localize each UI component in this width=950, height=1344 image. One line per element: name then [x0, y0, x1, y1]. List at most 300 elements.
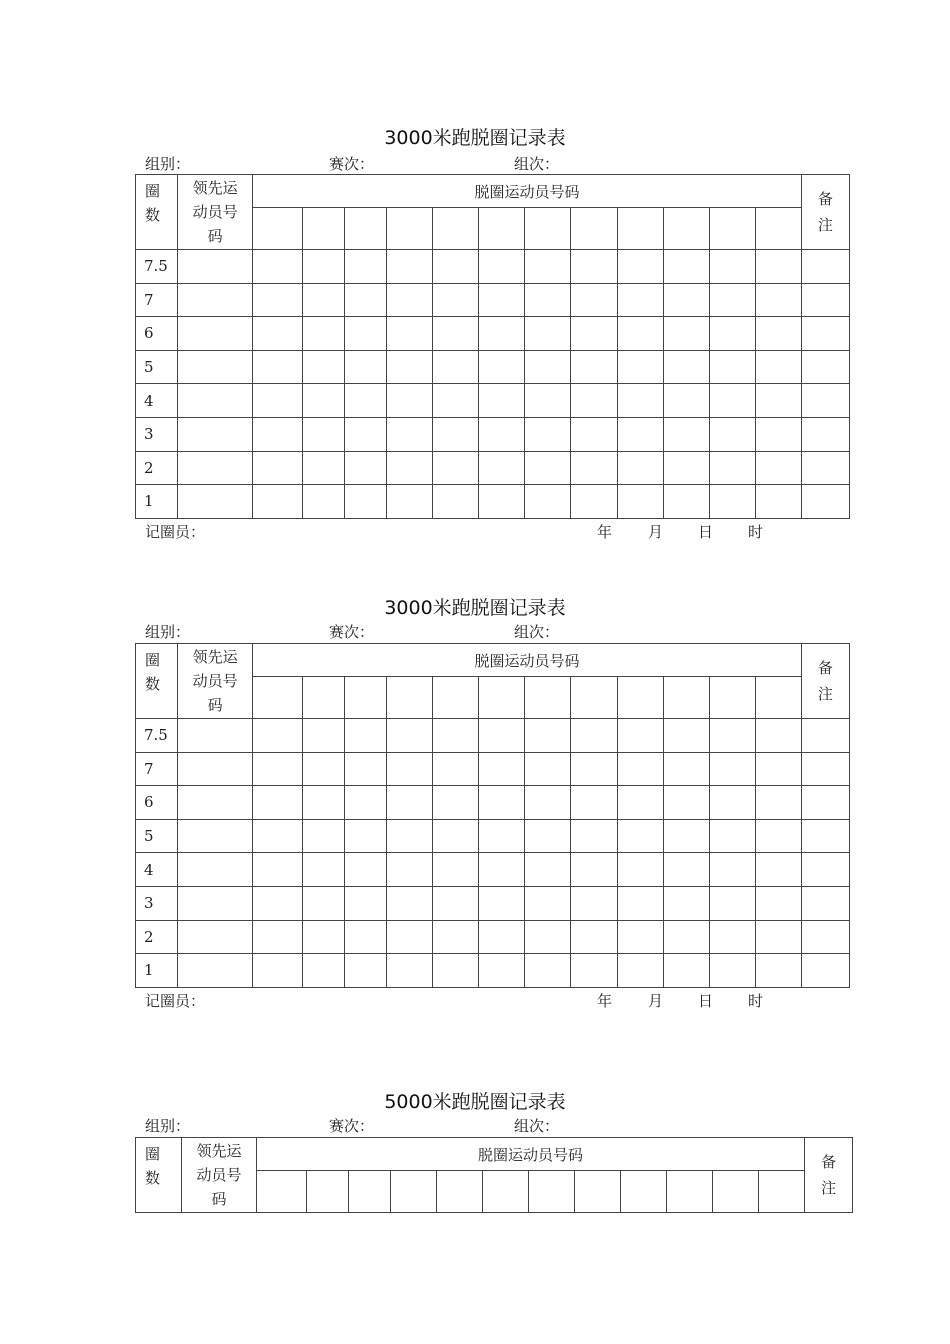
lapped-number-cell[interactable]	[479, 786, 525, 820]
lapped-number-cell[interactable]	[663, 417, 709, 451]
lapped-number-cell[interactable]	[387, 208, 433, 250]
lapped-number-cell[interactable]	[663, 819, 709, 853]
lapped-number-cell[interactable]	[387, 283, 433, 317]
lapped-number-cell[interactable]	[303, 485, 345, 519]
lapped-number-cell[interactable]	[307, 1171, 349, 1213]
leader-number-cell[interactable]	[178, 451, 253, 485]
lapped-number-cell[interactable]	[479, 677, 525, 719]
lapped-number-cell[interactable]	[571, 786, 617, 820]
lapped-number-cell[interactable]	[253, 954, 303, 988]
lapped-number-cell[interactable]	[621, 1171, 667, 1213]
header-row	[136, 644, 850, 677]
lapped-number-cell[interactable]	[345, 384, 387, 418]
lapped-number-cell[interactable]	[345, 451, 387, 485]
lapped-number-cell[interactable]	[617, 920, 663, 954]
date-label: 年	[597, 523, 613, 541]
lapped-number-cell[interactable]	[617, 677, 663, 719]
lapped-number-cell[interactable]	[253, 451, 303, 485]
leader-number-cell[interactable]	[178, 317, 253, 351]
note-cell[interactable]	[801, 819, 849, 853]
lapped-number-cell[interactable]	[345, 719, 387, 753]
lapped-number-cell[interactable]	[755, 417, 801, 451]
lapped-number-cell[interactable]	[663, 752, 709, 786]
lap-header	[136, 644, 178, 719]
lapped-number-cell[interactable]	[525, 350, 571, 384]
lapped-number-cell[interactable]	[433, 417, 479, 451]
lapped-number-cell[interactable]	[755, 819, 801, 853]
lapped-number-cell[interactable]	[709, 283, 755, 317]
lapped-number-cell[interactable]	[525, 886, 571, 920]
note-header-text: 注	[817, 216, 833, 234]
lapped-number-cell[interactable]	[709, 886, 755, 920]
lapped-number-cell[interactable]	[755, 853, 801, 887]
lapped-number-cell[interactable]	[303, 853, 345, 887]
lapped-number-cell[interactable]	[571, 350, 617, 384]
lapped-number-cell[interactable]	[755, 786, 801, 820]
lapped-number-cell[interactable]	[571, 853, 617, 887]
lapped-number-cell[interactable]	[663, 954, 709, 988]
leader-header-text: 领先运	[192, 648, 238, 666]
lapped-athletes-header: 脱圈运动员号码	[253, 175, 802, 208]
lapped-number-cell[interactable]	[709, 920, 755, 954]
lapped-number-cell[interactable]	[479, 208, 525, 250]
note-cell[interactable]	[801, 485, 849, 519]
lapped-number-cell[interactable]	[709, 786, 755, 820]
lapped-number-cell[interactable]	[483, 1171, 529, 1213]
table-row	[136, 485, 850, 519]
lapped-number-cell[interactable]	[709, 752, 755, 786]
lapped-number-cell[interactable]	[617, 250, 663, 284]
lapped-number-cell[interactable]	[253, 920, 303, 954]
lapped-number-cell[interactable]	[755, 250, 801, 284]
lapped-number-cell[interactable]	[303, 886, 345, 920]
note-cell[interactable]	[801, 250, 849, 284]
lapped-number-cell[interactable]	[617, 853, 663, 887]
lapped-number-cell[interactable]	[663, 317, 709, 351]
lapped-number-cell[interactable]	[479, 920, 525, 954]
lapped-number-cell[interactable]	[571, 719, 617, 753]
lapped-number-cell[interactable]	[663, 786, 709, 820]
lapped-number-cell[interactable]	[571, 752, 617, 786]
lapped-number-cell[interactable]	[663, 250, 709, 284]
lapped-number-cell[interactable]	[387, 317, 433, 351]
note-header-text: 注	[817, 685, 833, 703]
group-label: 组别：	[145, 1117, 191, 1135]
date-label: 月	[648, 992, 664, 1010]
lapped-number-cell[interactable]	[663, 451, 709, 485]
note-cell[interactable]	[801, 451, 849, 485]
lapped-number-cell[interactable]	[303, 417, 345, 451]
lapped-number-cell[interactable]	[345, 954, 387, 988]
lapped-number-cell[interactable]	[571, 920, 617, 954]
lapped-number-cell[interactable]	[303, 752, 345, 786]
lapped-number-cell[interactable]	[617, 317, 663, 351]
lapped-number-cell[interactable]	[571, 677, 617, 719]
lapped-number-cell[interactable]	[755, 317, 801, 351]
lapped-number-cell[interactable]	[303, 719, 345, 753]
lapped-number-cell[interactable]	[303, 283, 345, 317]
lapped-number-cell[interactable]	[571, 317, 617, 351]
lapped-number-cell[interactable]	[709, 719, 755, 753]
lapped-number-cell[interactable]	[525, 208, 571, 250]
lapped-number-cell[interactable]	[709, 417, 755, 451]
lapped-number-cell[interactable]	[525, 920, 571, 954]
lapped-number-cell[interactable]	[709, 853, 755, 887]
lapped-number-cell[interactable]	[433, 485, 479, 519]
lapped-number-cell[interactable]	[709, 819, 755, 853]
lapped-number-cell[interactable]	[433, 317, 479, 351]
lapped-number-cell[interactable]	[433, 819, 479, 853]
lapped-number-cell[interactable]	[433, 350, 479, 384]
lapped-number-cell[interactable]	[345, 250, 387, 284]
lapped-number-cell[interactable]	[345, 853, 387, 887]
leader-number-header	[182, 1138, 257, 1213]
lapped-number-cell[interactable]	[253, 208, 303, 250]
lapped-number-cell[interactable]	[345, 819, 387, 853]
lapped-number-cell[interactable]	[433, 886, 479, 920]
lapped-number-cell[interactable]	[525, 954, 571, 988]
lapped-number-cell[interactable]	[525, 853, 571, 887]
lapped-number-cell[interactable]	[525, 283, 571, 317]
lapped-number-cell[interactable]	[663, 886, 709, 920]
lapped-number-cell[interactable]	[663, 350, 709, 384]
lapped-number-cell[interactable]	[663, 384, 709, 418]
lap-record-table	[135, 1137, 853, 1213]
lap-number-cell: 6	[136, 317, 178, 351]
lapped-number-cell[interactable]	[345, 350, 387, 384]
lapped-number-cell[interactable]	[303, 208, 345, 250]
lapped-number-cell[interactable]	[349, 1171, 391, 1213]
lapped-number-cell[interactable]	[571, 819, 617, 853]
note-cell[interactable]	[801, 886, 849, 920]
lapped-number-cell[interactable]	[667, 1171, 713, 1213]
lapped-number-cell[interactable]	[433, 853, 479, 887]
lapped-number-cell[interactable]	[709, 208, 755, 250]
lapped-number-cell[interactable]	[303, 819, 345, 853]
lapped-number-cell[interactable]	[525, 317, 571, 351]
lapped-number-cell[interactable]	[479, 384, 525, 418]
lapped-number-cell[interactable]	[437, 1171, 483, 1213]
lapped-number-cell[interactable]	[345, 417, 387, 451]
lapped-number-cell[interactable]	[755, 384, 801, 418]
note-cell[interactable]	[801, 417, 849, 451]
lapped-number-cell[interactable]	[253, 417, 303, 451]
lapped-number-cell[interactable]	[387, 384, 433, 418]
note-cell[interactable]	[801, 384, 849, 418]
lapped-number-cell[interactable]	[571, 954, 617, 988]
lapped-number-cell[interactable]	[387, 350, 433, 384]
leader-header-text: 动员号	[192, 672, 238, 690]
lapped-number-cell[interactable]	[759, 1171, 805, 1213]
lapped-number-cell[interactable]	[253, 677, 303, 719]
lapped-number-cell[interactable]	[529, 1171, 575, 1213]
lapped-number-cell[interactable]	[433, 752, 479, 786]
lapped-number-cell[interactable]	[433, 250, 479, 284]
lapped-number-cell[interactable]	[253, 283, 303, 317]
lapped-number-cell[interactable]	[525, 752, 571, 786]
lapped-number-cell[interactable]	[617, 786, 663, 820]
lap-header-text: 数	[145, 1169, 161, 1187]
leader-number-header	[178, 644, 253, 719]
lapped-number-cell[interactable]	[253, 485, 303, 519]
lapped-number-cell[interactable]	[345, 283, 387, 317]
lapped-number-cell[interactable]	[617, 283, 663, 317]
lapped-number-cell[interactable]	[709, 451, 755, 485]
leader-number-cell[interactable]	[178, 853, 253, 887]
lapped-number-cell[interactable]	[575, 1171, 621, 1213]
note-cell[interactable]	[801, 954, 849, 988]
lapped-number-cell[interactable]	[387, 786, 433, 820]
lapped-number-cell[interactable]	[617, 886, 663, 920]
lapped-number-cell[interactable]	[345, 920, 387, 954]
leader-number-cell[interactable]	[178, 819, 253, 853]
lapped-number-cell[interactable]	[303, 920, 345, 954]
lapped-number-cell[interactable]	[663, 677, 709, 719]
lapped-number-cell[interactable]	[755, 350, 801, 384]
lapped-number-cell[interactable]	[571, 384, 617, 418]
lapped-number-cell[interactable]	[433, 954, 479, 988]
lapped-number-cell[interactable]	[755, 283, 801, 317]
note-header-text: 备	[821, 1153, 837, 1171]
lapped-number-cell[interactable]	[525, 819, 571, 853]
lapped-number-cell[interactable]	[387, 485, 433, 519]
lapped-number-cell[interactable]	[387, 677, 433, 719]
lapped-number-cell[interactable]	[617, 819, 663, 853]
lapped-number-cell[interactable]	[253, 752, 303, 786]
lapped-number-cell[interactable]	[709, 384, 755, 418]
lapped-number-cell[interactable]	[709, 485, 755, 519]
lapped-number-cell[interactable]	[303, 786, 345, 820]
lapped-number-cell[interactable]	[709, 677, 755, 719]
lapped-number-cell[interactable]	[525, 417, 571, 451]
lapped-number-cell[interactable]	[257, 1171, 307, 1213]
lapped-number-cell[interactable]	[479, 886, 525, 920]
lapped-number-cell[interactable]	[617, 719, 663, 753]
leader-number-cell[interactable]	[178, 350, 253, 384]
group-label: 组别：	[145, 623, 191, 641]
lapped-number-cell[interactable]	[755, 920, 801, 954]
lapped-number-cell[interactable]	[617, 752, 663, 786]
lapped-number-cell[interactable]	[387, 250, 433, 284]
lapped-number-cell[interactable]	[253, 250, 303, 284]
lap-number-cell: 1	[136, 485, 178, 519]
lapped-number-cell[interactable]	[303, 451, 345, 485]
lapped-number-cell[interactable]	[755, 451, 801, 485]
lapped-number-cell[interactable]	[253, 384, 303, 418]
note-header	[801, 175, 849, 250]
note-cell[interactable]	[801, 920, 849, 954]
lapped-number-cell[interactable]	[755, 886, 801, 920]
lapped-number-cell[interactable]	[479, 719, 525, 753]
lapped-number-cell[interactable]	[345, 752, 387, 786]
leader-number-cell[interactable]	[178, 719, 253, 753]
lapped-number-cell[interactable]	[709, 954, 755, 988]
lapped-number-cell[interactable]	[253, 819, 303, 853]
table-row	[136, 317, 850, 351]
table-row	[136, 786, 850, 820]
lapped-number-cell[interactable]	[387, 417, 433, 451]
leader-number-cell[interactable]	[178, 417, 253, 451]
lapped-number-cell[interactable]	[755, 677, 801, 719]
lapped-number-cell[interactable]	[345, 677, 387, 719]
race-label: 赛次：	[329, 623, 375, 641]
leader-header-text: 动员号	[196, 1166, 242, 1184]
lapped-number-cell[interactable]	[525, 719, 571, 753]
note-cell[interactable]	[801, 283, 849, 317]
lapped-number-cell[interactable]	[617, 451, 663, 485]
lapped-number-cell[interactable]	[387, 886, 433, 920]
lapped-number-cell[interactable]	[303, 384, 345, 418]
header-row	[136, 175, 850, 208]
lapped-number-cell[interactable]	[253, 719, 303, 753]
leader-number-cell[interactable]	[178, 786, 253, 820]
lapped-number-cell[interactable]	[479, 283, 525, 317]
lapped-number-cell[interactable]	[571, 208, 617, 250]
lapped-number-cell[interactable]	[387, 954, 433, 988]
lapped-number-cell[interactable]	[345, 886, 387, 920]
lapped-number-cell[interactable]	[663, 485, 709, 519]
lapped-number-cell[interactable]	[755, 719, 801, 753]
lapped-number-cell[interactable]	[387, 752, 433, 786]
lap-number-cell: 6	[136, 786, 178, 820]
lapped-number-cell[interactable]	[755, 208, 801, 250]
lapped-number-cell[interactable]	[433, 677, 479, 719]
lapped-number-cell[interactable]	[571, 283, 617, 317]
lapped-number-cell[interactable]	[525, 786, 571, 820]
lap-record-table	[135, 643, 850, 988]
lapped-number-cell[interactable]	[303, 350, 345, 384]
lapped-number-cell[interactable]	[479, 853, 525, 887]
leader-number-cell[interactable]	[178, 283, 253, 317]
lapped-number-cell[interactable]	[617, 384, 663, 418]
leader-number-cell[interactable]	[178, 886, 253, 920]
group-label: 组别：	[145, 155, 191, 173]
lapped-number-cell[interactable]	[663, 283, 709, 317]
lapped-number-cell[interactable]	[479, 485, 525, 519]
lapped-number-cell[interactable]	[617, 954, 663, 988]
lapped-number-cell[interactable]	[617, 417, 663, 451]
lapped-number-cell[interactable]	[525, 384, 571, 418]
lap-number-cell: 3	[136, 886, 178, 920]
lapped-number-cell[interactable]	[617, 208, 663, 250]
leader-header-text: 码	[211, 1190, 227, 1208]
note-cell[interactable]	[801, 752, 849, 786]
lapped-number-cell[interactable]	[663, 719, 709, 753]
lap-header-text: 圈	[145, 182, 161, 200]
lapped-number-cell[interactable]	[571, 485, 617, 519]
date-label: 日	[698, 523, 714, 541]
lapped-number-cell[interactable]	[387, 853, 433, 887]
lapped-number-cell[interactable]	[253, 853, 303, 887]
lapped-number-cell[interactable]	[387, 719, 433, 753]
leader-number-cell[interactable]	[178, 954, 253, 988]
sheet-title: 3000米跑脱圈记录表	[384, 127, 566, 149]
note-cell[interactable]	[801, 853, 849, 887]
lapped-number-cell[interactable]	[525, 677, 571, 719]
lapped-number-cell[interactable]	[345, 317, 387, 351]
date-label: 日	[698, 992, 714, 1010]
lapped-number-cell[interactable]	[525, 485, 571, 519]
lapped-number-cell[interactable]	[433, 208, 479, 250]
leader-number-cell[interactable]	[178, 920, 253, 954]
lapped-number-cell[interactable]	[433, 719, 479, 753]
lapped-number-cell[interactable]	[479, 317, 525, 351]
leader-number-cell[interactable]	[178, 485, 253, 519]
lapped-number-cell[interactable]	[709, 250, 755, 284]
lapped-number-cell[interactable]	[253, 317, 303, 351]
lapped-number-cell[interactable]	[433, 920, 479, 954]
lapped-number-cell[interactable]	[755, 485, 801, 519]
lap-number-cell: 1	[136, 954, 178, 988]
lapped-number-cell[interactable]	[253, 350, 303, 384]
lapped-number-cell[interactable]	[433, 451, 479, 485]
lapped-number-cell[interactable]	[755, 752, 801, 786]
lapped-number-cell[interactable]	[253, 886, 303, 920]
lapped-number-cell[interactable]	[525, 451, 571, 485]
lapped-number-cell[interactable]	[571, 250, 617, 284]
lapped-number-cell[interactable]	[479, 752, 525, 786]
lapped-number-cell[interactable]	[663, 853, 709, 887]
table-row	[136, 417, 850, 451]
lapped-number-cell[interactable]	[525, 250, 571, 284]
lapped-number-cell[interactable]	[709, 350, 755, 384]
lapped-number-cell[interactable]	[345, 485, 387, 519]
leader-number-cell[interactable]	[178, 250, 253, 284]
lapped-number-cell[interactable]	[709, 317, 755, 351]
lapped-number-cell[interactable]	[617, 350, 663, 384]
lapped-number-cell[interactable]	[663, 208, 709, 250]
lapped-number-cell[interactable]	[387, 819, 433, 853]
leader-number-cell[interactable]	[178, 752, 253, 786]
lapped-number-cell[interactable]	[303, 677, 345, 719]
lapped-number-cell[interactable]	[391, 1171, 437, 1213]
lapped-number-cell[interactable]	[433, 786, 479, 820]
lapped-number-cell[interactable]	[713, 1171, 759, 1213]
note-cell[interactable]	[801, 350, 849, 384]
lap-record-table	[135, 174, 850, 519]
lapped-number-cell[interactable]	[571, 886, 617, 920]
leader-number-cell[interactable]	[178, 384, 253, 418]
lapped-number-cell[interactable]	[387, 920, 433, 954]
lap-number-cell: 2	[136, 920, 178, 954]
lapped-number-cell[interactable]	[571, 417, 617, 451]
lapped-number-cell[interactable]	[755, 954, 801, 988]
lapped-number-cell[interactable]	[303, 250, 345, 284]
lapped-number-cell[interactable]	[433, 283, 479, 317]
note-cell[interactable]	[801, 786, 849, 820]
lapped-number-cell[interactable]	[303, 317, 345, 351]
lapped-number-cell[interactable]	[479, 250, 525, 284]
lapped-number-cell[interactable]	[617, 485, 663, 519]
lapped-number-cell[interactable]	[433, 384, 479, 418]
lapped-number-cell[interactable]	[479, 417, 525, 451]
lapped-number-cell[interactable]	[663, 920, 709, 954]
lapped-number-cell[interactable]	[479, 819, 525, 853]
lapped-number-cell[interactable]	[345, 208, 387, 250]
note-cell[interactable]	[801, 719, 849, 753]
note-cell[interactable]	[801, 317, 849, 351]
lapped-number-cell[interactable]	[345, 786, 387, 820]
leader-header-text: 领先运	[196, 1142, 242, 1160]
lapped-number-cell[interactable]	[571, 451, 617, 485]
lapped-number-cell[interactable]	[479, 451, 525, 485]
lap-number-cell: 4	[136, 853, 178, 887]
lapped-number-cell[interactable]	[303, 954, 345, 988]
lapped-number-cell[interactable]	[387, 451, 433, 485]
lapped-number-cell[interactable]	[479, 350, 525, 384]
lapped-number-cell[interactable]	[253, 786, 303, 820]
lapped-number-cell[interactable]	[479, 954, 525, 988]
